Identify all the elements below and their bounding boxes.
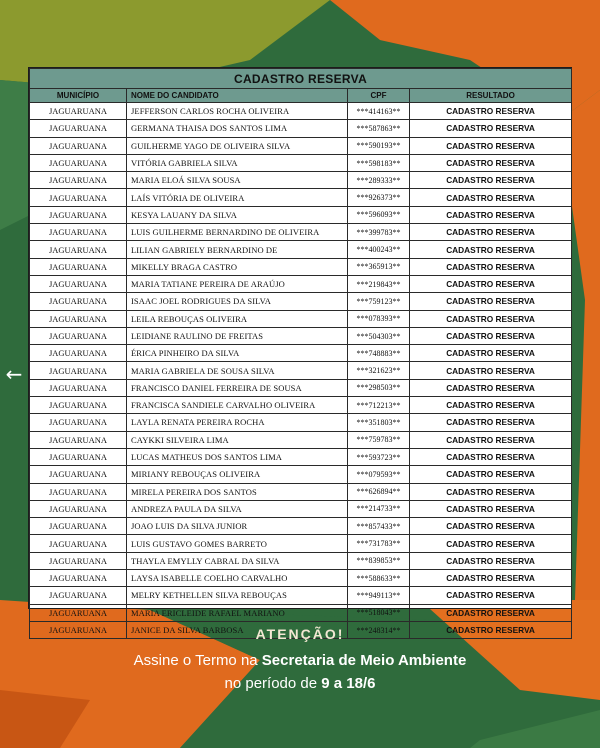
- cell-cpf: ***926373**: [348, 189, 410, 206]
- table-row: [30, 258, 572, 275]
- cell-nome: JANICE DA SILVA BARBOSA: [127, 621, 348, 638]
- cell-cpf: ***712213**: [348, 397, 410, 414]
- cell-municipio: JAGUARUANA: [30, 518, 127, 535]
- cell-resultado: CADASTRO RESERVA: [410, 431, 572, 448]
- table-row: [30, 224, 572, 241]
- cell-cpf: ***219843**: [348, 275, 410, 292]
- cell-municipio: JAGUARUANA: [30, 327, 127, 344]
- cell-municipio: JAGUARUANA: [30, 224, 127, 241]
- instruction-text: Assine o Termo na: [133, 652, 262, 669]
- column-header-nome: NOME DO CANDIDATO: [127, 89, 348, 103]
- cell-municipio: JAGUARUANA: [30, 604, 127, 621]
- table-row: [30, 206, 572, 223]
- cell-resultado: CADASTRO RESERVA: [410, 103, 572, 120]
- table-row: [30, 137, 572, 154]
- cell-resultado: CADASTRO RESERVA: [410, 483, 572, 500]
- cell-cpf: ***759783**: [348, 431, 410, 448]
- cell-resultado: CADASTRO RESERVA: [410, 154, 572, 171]
- cell-resultado: CADASTRO RESERVA: [410, 224, 572, 241]
- column-header-resultado: RESULTADO: [410, 89, 572, 103]
- cell-municipio: JAGUARUANA: [30, 189, 127, 206]
- cell-municipio: JAGUARUANA: [30, 535, 127, 552]
- cell-cpf: ***351803**: [348, 414, 410, 431]
- cell-municipio: JAGUARUANA: [30, 293, 127, 310]
- cell-cpf: ***587863**: [348, 120, 410, 137]
- table-row: [30, 466, 572, 483]
- cell-municipio: JAGUARUANA: [30, 206, 127, 223]
- table-row: [30, 379, 572, 396]
- table-row: [30, 500, 572, 517]
- table-row: [30, 241, 572, 258]
- cell-resultado: CADASTRO RESERVA: [410, 310, 572, 327]
- cell-resultado: CADASTRO RESERVA: [410, 345, 572, 362]
- cell-municipio: JAGUARUANA: [30, 103, 127, 120]
- cell-municipio: JAGUARUANA: [30, 397, 127, 414]
- cell-nome: JOAO LUIS DA SILVA JUNIOR: [127, 518, 348, 535]
- cell-nome: LEIDIANE RAULINO DE FREITAS: [127, 327, 348, 344]
- cell-municipio: JAGUARUANA: [30, 570, 127, 587]
- table-row: [30, 189, 572, 206]
- cell-nome: LUIS GUSTAVO GOMES BARRETO: [127, 535, 348, 552]
- cell-cpf: ***079593**: [348, 466, 410, 483]
- cell-cpf: ***949113**: [348, 587, 410, 604]
- cell-nome: MIRELA PEREIRA DOS SANTOS: [127, 483, 348, 500]
- cell-municipio: JAGUARUANA: [30, 172, 127, 189]
- cell-resultado: CADASTRO RESERVA: [410, 137, 572, 154]
- cell-municipio: JAGUARUANA: [30, 466, 127, 483]
- table-row: [30, 604, 572, 621]
- cell-cpf: ***590193**: [348, 137, 410, 154]
- cell-nome: KESYA LAUANY DA SILVA: [127, 206, 348, 223]
- cell-cpf: ***321623**: [348, 362, 410, 379]
- cell-resultado: CADASTRO RESERVA: [410, 293, 572, 310]
- cell-cpf: ***598183**: [348, 154, 410, 171]
- cell-municipio: JAGUARUANA: [30, 414, 127, 431]
- instruction-line-2: [0, 675, 600, 692]
- table-row: [30, 535, 572, 552]
- cell-cpf: ***248314**: [348, 621, 410, 638]
- cell-cpf: ***857433**: [348, 518, 410, 535]
- table-row: [30, 345, 572, 362]
- cell-cpf: ***518043**: [348, 604, 410, 621]
- cell-nome: ANDREZA PAULA DA SILVA: [127, 500, 348, 517]
- table-row: [30, 397, 572, 414]
- table-row: [30, 431, 572, 448]
- cell-resultado: CADASTRO RESERVA: [410, 414, 572, 431]
- cell-resultado: CADASTRO RESERVA: [410, 172, 572, 189]
- cell-resultado: CADASTRO RESERVA: [410, 379, 572, 396]
- cell-cpf: ***399783**: [348, 224, 410, 241]
- cell-nome: LAYLA RENATA PEREIRA ROCHA: [127, 414, 348, 431]
- cell-cpf: ***759123**: [348, 293, 410, 310]
- column-header-cpf: CPF: [348, 89, 410, 103]
- cell-nome: LAYSA ISABELLE COELHO CARVALHO: [127, 570, 348, 587]
- cell-cpf: ***414163**: [348, 103, 410, 120]
- cell-cpf: ***365913**: [348, 258, 410, 275]
- cell-nome: ISAAC JOEL RODRIGUES DA SILVA: [127, 293, 348, 310]
- cell-municipio: JAGUARUANA: [30, 310, 127, 327]
- cell-nome: ÉRICA PINHEIRO DA SILVA: [127, 345, 348, 362]
- cell-resultado: CADASTRO RESERVA: [410, 552, 572, 569]
- cell-nome: MELRY KETHELLEN SILVA REBOUÇAS: [127, 587, 348, 604]
- table-title: CADASTRO RESERVA: [30, 69, 572, 89]
- cell-nome: LAÍS VITÓRIA DE OLIVEIRA: [127, 189, 348, 206]
- table-row: [30, 310, 572, 327]
- cell-resultado: CADASTRO RESERVA: [410, 448, 572, 465]
- cell-nome: MIRIANY REBOUÇAS OLIVEIRA: [127, 466, 348, 483]
- cell-nome: FRANCISCA SANDIELE CARVALHO OLIVEIRA: [127, 397, 348, 414]
- table-row: [30, 362, 572, 379]
- cell-cpf: ***214733**: [348, 500, 410, 517]
- instruction-line-1: [0, 652, 600, 669]
- cell-municipio: JAGUARUANA: [30, 120, 127, 137]
- cell-resultado: CADASTRO RESERVA: [410, 120, 572, 137]
- table-row: [30, 414, 572, 431]
- cell-cpf: ***298503**: [348, 379, 410, 396]
- table-row: [30, 483, 572, 500]
- arrow-left-icon[interactable]: ←: [5, 362, 23, 386]
- cell-nome: MIKELLY BRAGA CASTRO: [127, 258, 348, 275]
- cell-municipio: JAGUARUANA: [30, 154, 127, 171]
- cell-cpf: ***593723**: [348, 448, 410, 465]
- cell-nome: MARIA TATIANE PEREIRA DE ARAÚJO: [127, 275, 348, 292]
- cell-nome: GERMANA THAISA DOS SANTOS LIMA: [127, 120, 348, 137]
- cell-resultado: CADASTRO RESERVA: [410, 206, 572, 223]
- cell-resultado: CADASTRO RESERVA: [410, 275, 572, 292]
- cell-municipio: JAGUARUANA: [30, 137, 127, 154]
- cell-municipio: JAGUARUANA: [30, 552, 127, 569]
- attention-heading: ATENÇÃO!: [255, 626, 345, 642]
- cell-municipio: JAGUARUANA: [30, 241, 127, 258]
- cell-municipio: JAGUARUANA: [30, 258, 127, 275]
- cell-resultado: CADASTRO RESERVA: [410, 362, 572, 379]
- cell-municipio: JAGUARUANA: [30, 275, 127, 292]
- cell-cpf: ***626894**: [348, 483, 410, 500]
- cell-resultado: CADASTRO RESERVA: [410, 466, 572, 483]
- cell-nome: JEFFERSON CARLOS ROCHA OLIVEIRA: [127, 103, 348, 120]
- table-row: [30, 172, 572, 189]
- cell-nome: VITÓRIA GABRIELA SILVA: [127, 154, 348, 171]
- table-row: [30, 103, 572, 120]
- cell-cpf: ***588633**: [348, 570, 410, 587]
- cell-municipio: JAGUARUANA: [30, 587, 127, 604]
- cell-municipio: JAGUARUANA: [30, 345, 127, 362]
- table-row: [30, 448, 572, 465]
- cell-resultado: CADASTRO RESERVA: [410, 500, 572, 517]
- table-row: [30, 293, 572, 310]
- cell-resultado: CADASTRO RESERVA: [410, 241, 572, 258]
- cell-municipio: JAGUARUANA: [30, 621, 127, 638]
- cell-cpf: ***748883**: [348, 345, 410, 362]
- table-row: [30, 120, 572, 137]
- column-header-municipio: MUNICÍPIO: [30, 89, 127, 103]
- cell-municipio: JAGUARUANA: [30, 448, 127, 465]
- cell-cpf: ***596093**: [348, 206, 410, 223]
- cell-municipio: JAGUARUANA: [30, 500, 127, 517]
- table-row: [30, 552, 572, 569]
- table-row: [30, 518, 572, 535]
- cell-nome: THAYLA EMYLLY CABRAL DA SILVA: [127, 552, 348, 569]
- cell-municipio: JAGUARUANA: [30, 431, 127, 448]
- cell-cpf: ***839853**: [348, 552, 410, 569]
- cell-resultado: CADASTRO RESERVA: [410, 518, 572, 535]
- cell-nome: LUCAS MATHEUS DOS SANTOS LIMA: [127, 448, 348, 465]
- cell-cpf: ***400243**: [348, 241, 410, 258]
- cell-cpf: ***078393**: [348, 310, 410, 327]
- cell-resultado: CADASTRO RESERVA: [410, 621, 572, 638]
- cell-resultado: CADASTRO RESERVA: [410, 258, 572, 275]
- cell-resultado: CADASTRO RESERVA: [410, 535, 572, 552]
- cell-resultado: CADASTRO RESERVA: [410, 587, 572, 604]
- secretaria-name: Secretaria de Meio Ambiente: [261, 652, 467, 669]
- table-row: [30, 587, 572, 604]
- cell-resultado: CADASTRO RESERVA: [410, 397, 572, 414]
- table-row: [30, 154, 572, 171]
- cell-resultado: CADASTRO RESERVA: [410, 327, 572, 344]
- cell-resultado: CADASTRO RESERVA: [410, 570, 572, 587]
- cell-nome: LEILA REBOUÇAS OLIVEIRA: [127, 310, 348, 327]
- cell-nome: MARIA ERICLEIDE RAFAEL MARIANO: [127, 604, 348, 621]
- cell-cpf: ***504303**: [348, 327, 410, 344]
- cell-nome: MARIA ELOÁ SILVA SOUSA: [127, 172, 348, 189]
- cell-nome: MARIA GABRIELA DE SOUSA SILVA: [127, 362, 348, 379]
- cell-nome: GUILHERME YAGO DE OLIVEIRA SILVA: [127, 137, 348, 154]
- cell-resultado: CADASTRO RESERVA: [410, 189, 572, 206]
- reserve-list-table: [29, 68, 572, 639]
- table-row: [30, 570, 572, 587]
- cell-nome: CAYKKI SILVEIRA LIMA: [127, 431, 348, 448]
- cell-resultado: CADASTRO RESERVA: [410, 604, 572, 621]
- cell-nome: LUIS GUILHERME BERNARDINO DE OLIVEIRA: [127, 224, 348, 241]
- cell-municipio: JAGUARUANA: [30, 362, 127, 379]
- cell-nome: LILIAN GABRIELY BERNARDINO DE: [127, 241, 348, 258]
- period-text: no período de: [224, 675, 322, 692]
- table-row: [30, 275, 572, 292]
- cell-municipio: JAGUARUANA: [30, 379, 127, 396]
- period-dates: 9 a 18/6: [321, 675, 376, 692]
- cell-cpf: ***731783**: [348, 535, 410, 552]
- cell-cpf: ***289333**: [348, 172, 410, 189]
- cell-municipio: JAGUARUANA: [30, 483, 127, 500]
- table-row: [30, 327, 572, 344]
- cell-nome: FRANCISCO DANIEL FERREIRA DE SOUSA: [127, 379, 348, 396]
